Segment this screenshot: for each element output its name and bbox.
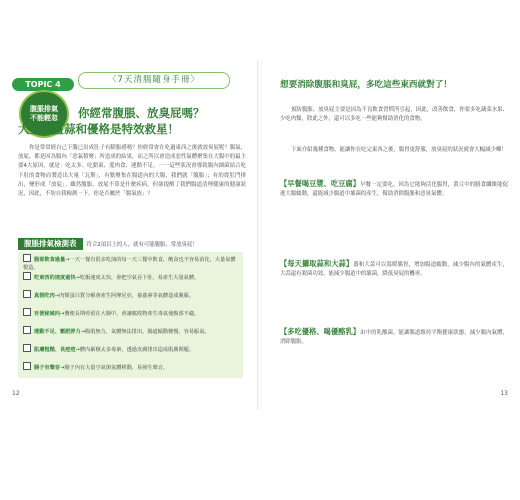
- checkbox-icon: [23, 290, 31, 298]
- section-tag: 【早餐喝豆漿、吃豆腐】: [280, 179, 361, 188]
- left-page: [0, 60, 258, 410]
- checkbox-icon: [23, 272, 31, 280]
- section-yogurt: [280, 328, 508, 347]
- section-tag: 【每天攝取蒜和大蒜】: [280, 259, 354, 268]
- left-headline: [18, 106, 243, 137]
- checkbox-icon: [23, 344, 31, 352]
- section-text: 薑和大蒜可以溫暖腸胃，增加腸道蠕動，減少腸內的氣體產生，大蒜還有殺菌功效，能減少腸道中的壞菌，降低臭屁的機率。: [280, 262, 508, 277]
- checklist-item: 有便秘傾向→糞便長期停留在大腸中，會讓腐敗物產生毒氣使腹部不適。: [23, 308, 238, 318]
- topic-tab: TOPIC 4: [12, 78, 74, 91]
- checklist-item: 腸子有聲音→腸子內有大量空氣與氣體移動，易發生聲音。: [23, 362, 238, 372]
- checklist-item: 運動不足、壓肥胖力→腹肌無力，氣體無法排出，腸道蠕動變慢，容易脹氣。: [23, 326, 238, 336]
- section-garlic: [280, 260, 508, 279]
- checklist-item: 真假吃肉→肉類蛋白質分解會產生阿摩尼亞，養養素等氣體造成腹脹。: [23, 290, 238, 300]
- left-intro: [18, 144, 246, 199]
- topic-circle-line2: 不能輕忽: [30, 114, 58, 122]
- page-number: 13: [500, 390, 508, 397]
- section-tag: 【多吃優格、喝優酪乳】: [280, 327, 361, 336]
- right-headline: 想要消除腹脹和臭屁，多吃這些東西就對了！: [280, 80, 452, 90]
- page-number: 12: [12, 390, 20, 397]
- checklist-box: [18, 252, 243, 378]
- checkbox-icon: [23, 254, 31, 262]
- checklist-title: 腹脹排氣檢測表: [18, 238, 83, 250]
- checkbox-icon: [23, 326, 31, 334]
- section-soy: [280, 180, 508, 199]
- checkbox-icon: [23, 362, 31, 370]
- topic-circle-line1: 腹脹排氣: [30, 105, 58, 113]
- section-text: 由中的乳酸菌，能讓腸道維持平衡健康狀態，減少腸內氣體，消除腹脹。: [280, 330, 508, 345]
- checklist-note: 符合2項以上的人，就有可能腹脹、常放臭屁！: [86, 242, 198, 248]
- right-page: [262, 60, 520, 410]
- section-text: 早餐一定要吃，因為它能夠活化腸胃，黃豆中的膳食纖維能促進大腸蠕動，還能減少腸道中壞菌的產生，幫助消除腹脹和惡臭氣體。: [280, 182, 508, 197]
- checklist-item: 吃東西的速度過快→吃飯速度太快，會把空氣吞下肚，易產生大量氣體。: [23, 272, 238, 282]
- headline-line2: 大豆、薑蒜和優格是特效救星！: [18, 122, 179, 136]
- intro-paragraph: 預防腹脹、放臭屁主要是因為不良飲食習慣所引起，因此，改善飲食，你要多吃蔬菜水果、少吃肉類，除此之外，還可以多吃一些能夠幫助消化的食物。: [280, 107, 508, 122]
- checklist-header: [18, 238, 198, 250]
- headline-line1: 你經常腹脹、放臭屁嗎？: [78, 106, 205, 120]
- checkbox-icon: [23, 308, 31, 316]
- checklist-item: 肌膚粗糙、長痘痘→體內累積太多毒素，透過皮膚排出造成肌膚問題。: [23, 344, 238, 354]
- series-title: 〈7天清腸隨身手冊〉: [78, 72, 230, 89]
- intro-paragraph-2: 下面介紹幾種食物，能讓你在吃完東西之後，腸胃更舒服，放臭屁的狀況就會大幅減少囉！: [291, 147, 507, 153]
- checklist-item: 腹部飲食過量→一天一餐有很多吃油的每一天三餐中飲食，飽食也不容易消化，大量氣體製造。: [23, 254, 238, 273]
- intro-paragraph: 你是常常經自己下腹已出成肚子有膨脹感嗎？你經常會在吃過東西之後就放臭屁呢？腸氣、放屁，都是因為腸內「惡氣積聚」所造成的結果，而之所以會造成惡性氣體聚集在大腸中的最主要4大原因，就是：吃太多、吃錯東、愛肉食、運動不足。一一這些狀況會導致腸內細菌結合吃下肚的食物而製造出大量「瓦斯」，有點聚集在腸道內的大腸，我們就「腹脹」；有的從肛門排出，變形成「放屁」。雖然腹脹、放屁不算是什麼疾病，但卻提醒了我們腸道清理健康的健康狀況，因此，不妨自我檢測一下，你是否屬於「腸氣族」？: [18, 145, 246, 198]
- right-intro: [280, 106, 508, 124]
- right-intro-2: [280, 146, 508, 155]
